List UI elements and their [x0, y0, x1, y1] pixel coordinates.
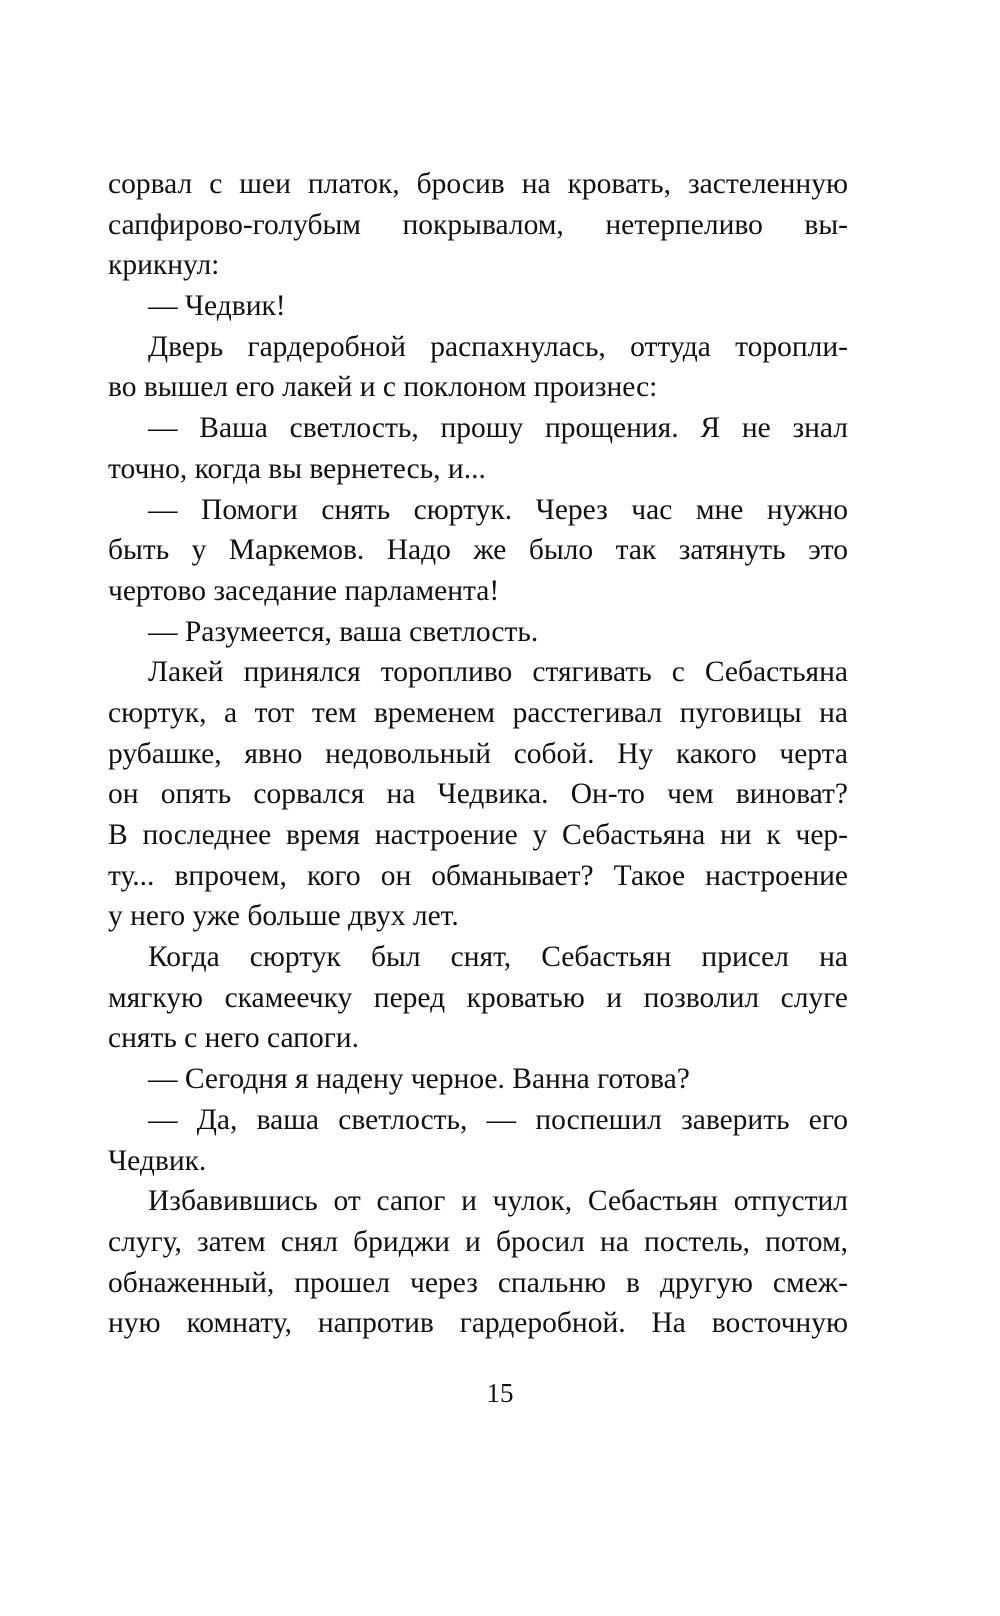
text-line: мягкую скамеечку перед кроватью и позволил слуге — [108, 981, 848, 1014]
text-line: сорвал с шеи платок, бросив на кровать, застеленную — [108, 168, 848, 200]
body-text — [108, 164, 848, 1344]
text-line: рубашке, явно недовольный собой. Ну какого черта — [108, 737, 848, 770]
paragraph-start-line: Избавившись от сапог и чулок, Себастьян отпустил — [148, 1185, 848, 1218]
text-line: сюртук, а тот тем временем расстегивал пуговицы на — [108, 696, 848, 729]
text-line: слугу, затем снял бриджи и бросил на постель, потом, — [108, 1225, 848, 1258]
dialogue-line: — Ваша светлость, прошу прощения. Я не знал — [148, 412, 848, 445]
dialogue-line: — Сегодня я надену черное. Ванна готова? — [148, 1063, 690, 1096]
text-line: сапфирово-голубым покрывалом, нетерпеливо вы- — [108, 208, 848, 241]
text-line: чертово заседание парламента! — [108, 574, 500, 607]
dialogue-line: — Разумеется, ваша светлость. — [148, 615, 539, 648]
text-line: точно, когда вы вернетесь, и... — [108, 452, 486, 485]
text-line: быть у Маркемов. Надо же было так затянуть это — [108, 534, 848, 567]
dialogue-line: — Да, ваша светлость, — поспешил заверить его — [148, 1103, 848, 1136]
dialogue-line: — Помоги снять сюртук. Через час мне нужно — [148, 493, 848, 526]
text-line: ную комнату, напротив гардеробной. На восточную — [108, 1307, 848, 1340]
paragraph-start-line: Лакей принялся торопливо стягивать с Себастьяна — [148, 656, 848, 689]
text-line: В последнее время настроение у Себастьяна ни к чер- — [108, 819, 848, 851]
text-line: снять с него сапоги. — [108, 1022, 359, 1055]
text-line: он опять сорвался на Чедвика. Он-то чем виноват? — [108, 778, 848, 811]
text-line: во вышел его лакей и с поклоном произнес: — [108, 371, 658, 404]
text-line: обнаженный, прошел через спальню в другую смеж- — [108, 1266, 848, 1299]
text-line: крикнул: — [108, 249, 220, 282]
text-line: Чедвик. — [108, 1144, 207, 1177]
paragraph-start-line: Дверь гардеробной распахнулась, оттуда торопли- — [148, 330, 848, 363]
paragraph-start-line: Когда сюртук был снят, Себастьян присел на — [148, 941, 848, 974]
dialogue-line: — Чедвик! — [148, 290, 286, 323]
text-line: у него уже больше двух лет. — [108, 900, 459, 933]
text-line: ту... впрочем, кого он обманывает? Такое настроение — [108, 859, 848, 892]
page-number: 15 — [486, 1378, 514, 1408]
